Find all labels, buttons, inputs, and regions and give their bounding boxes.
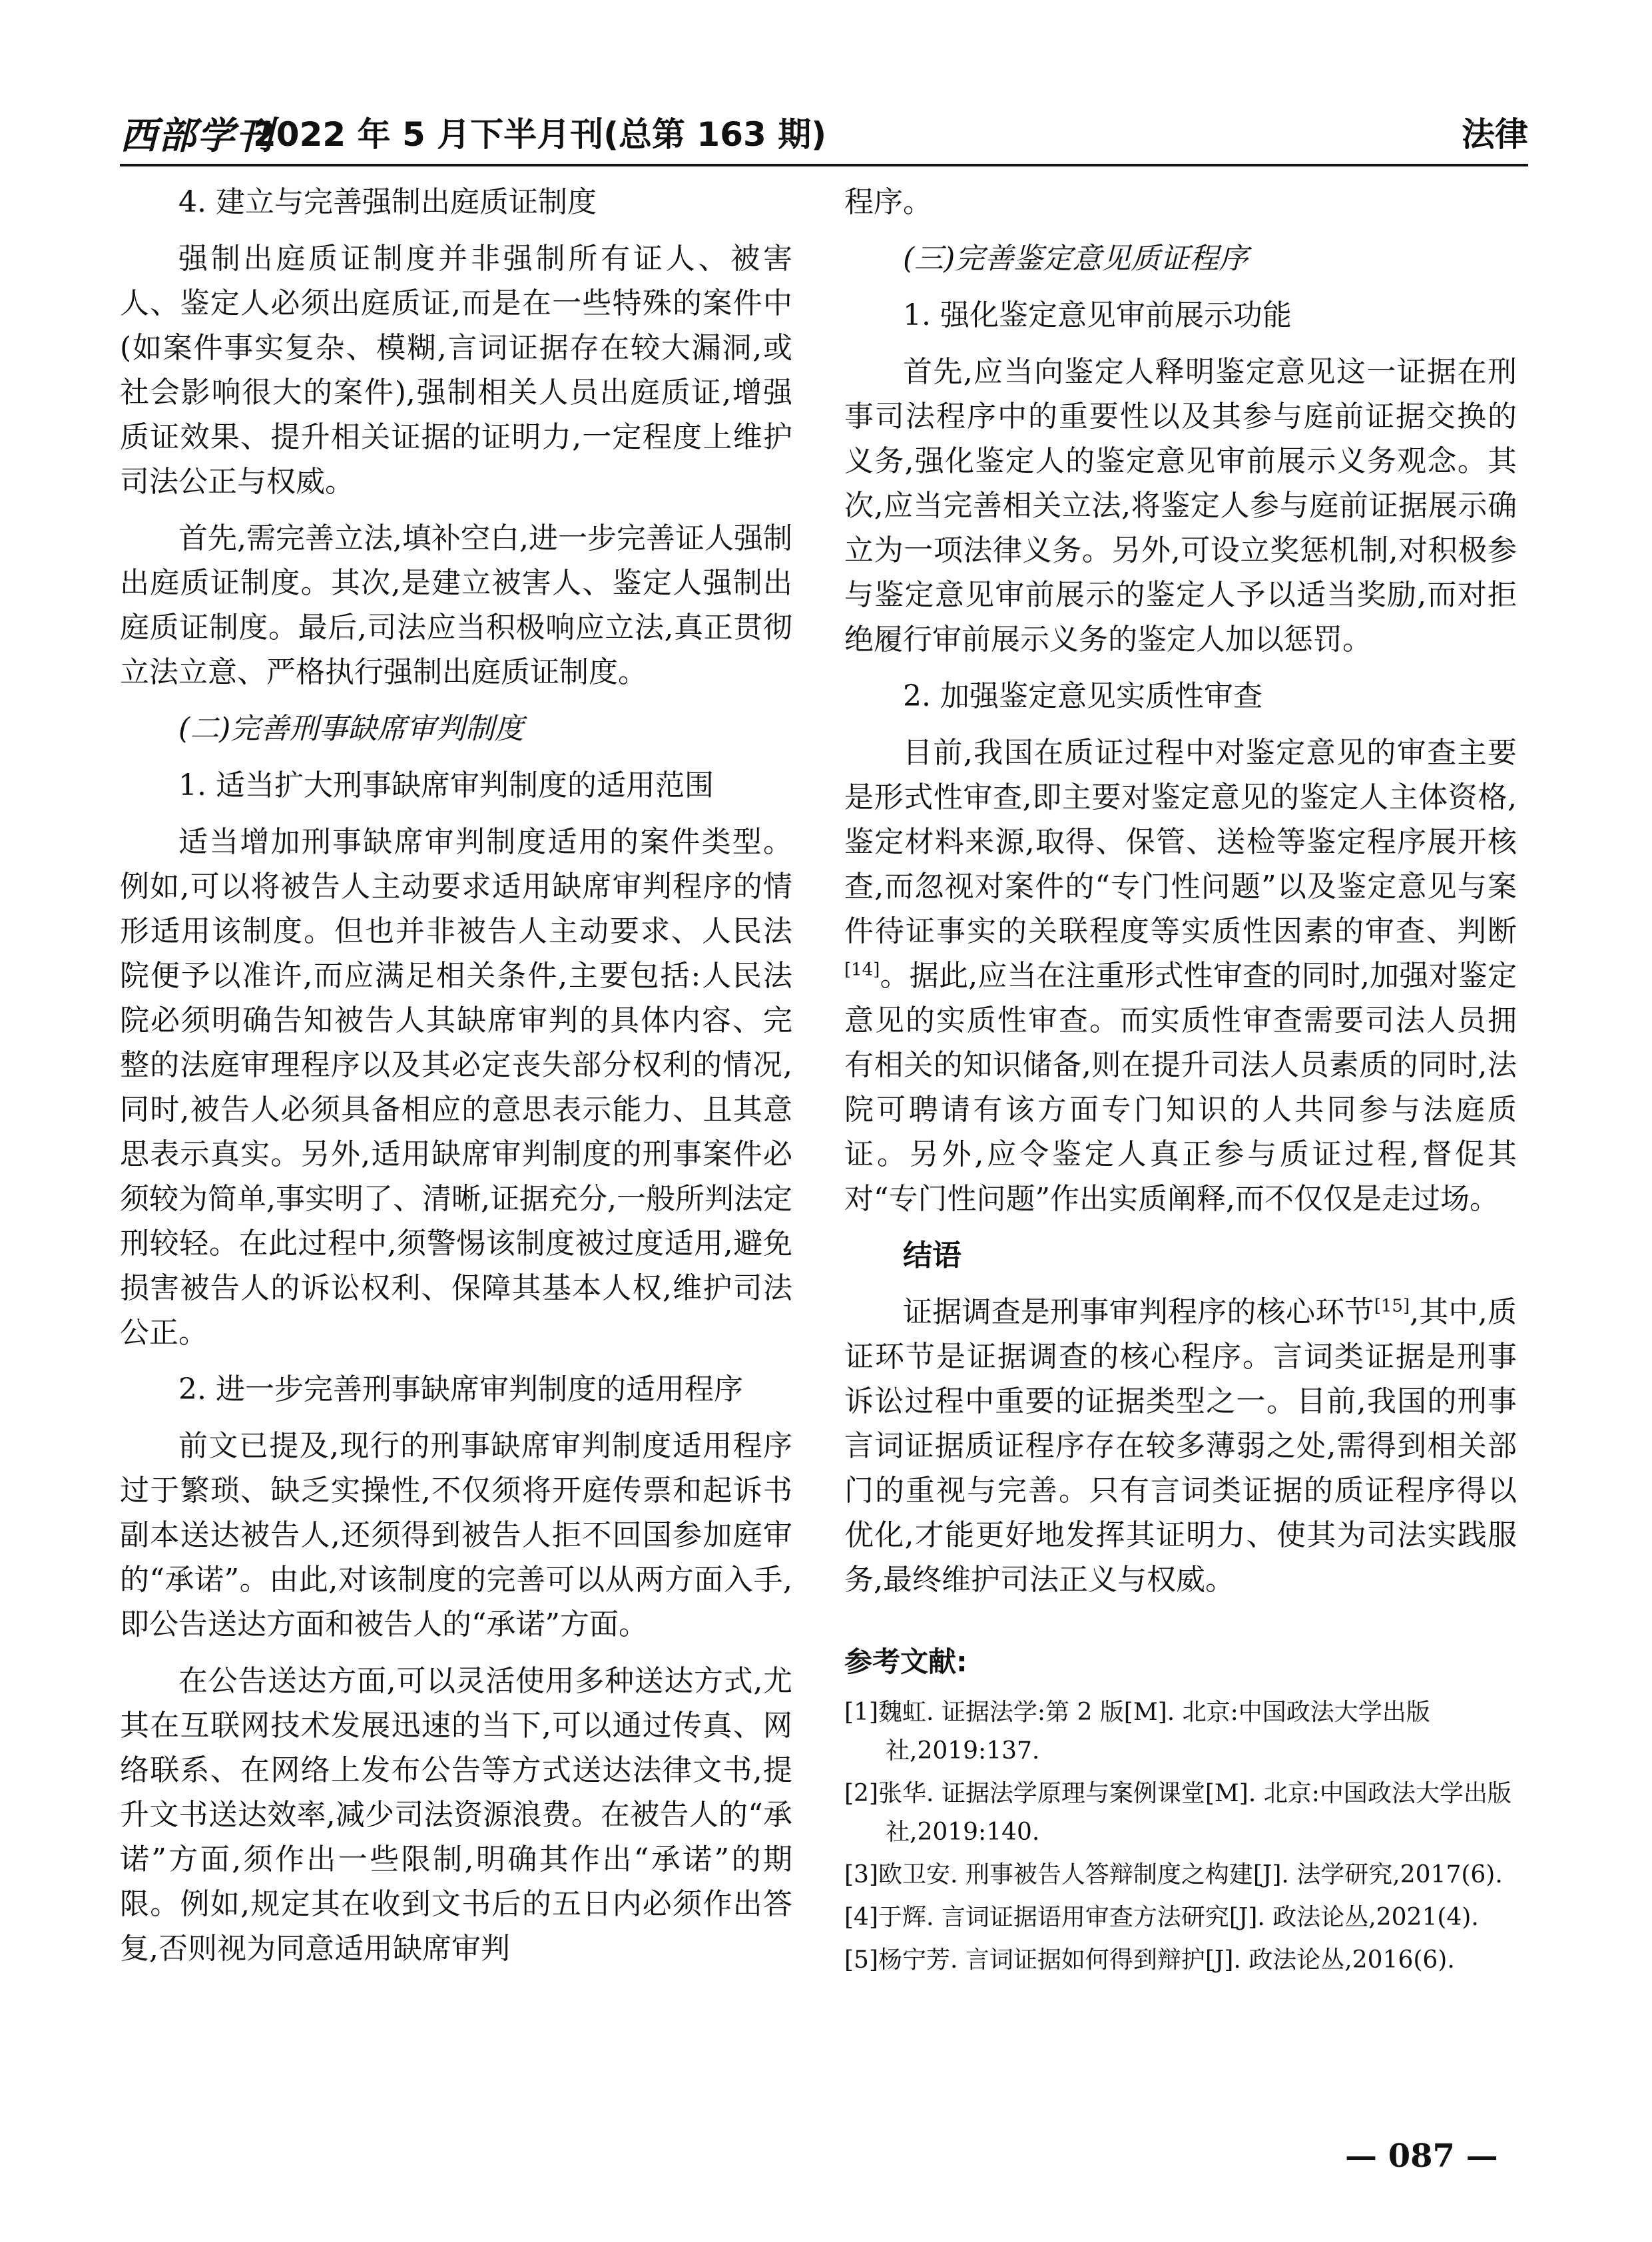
section-heading [120, 706, 792, 751]
reference-item: [3]欧卫安. 刑事被告人答辩制度之构建[J]. 法学研究,2017(6). [844, 1861, 1503, 1888]
paragraph [844, 350, 1517, 662]
reference-item: [4]于辉. 言词证据语用审查方法研究[J]. 政法论丛,2021(4). [844, 1904, 1479, 1931]
left-column [120, 180, 792, 1983]
paragraph-text: 。据此,应当在注重形式性审查的同时,加强对鉴定意见的实质性审查。而实质性审查需要司法人员拥有相关的知识储备,则在提升司法人员素质的同时,法院可聘请有该方面专门知识的人共同参与法庭质证。另外,应令鉴定人真正参与质证过程,督促其对“专门性问题”作出实质阐释,而不仅仅是走过场。 [844, 959, 1517, 1216]
paragraph [844, 180, 1517, 224]
paragraph-text: 在公告送达方面,可以灵活使用多种送达方式,尤其在互联网技术发展迅速的当下,可以通过传真、网络联系、在网络上发布公告等方式送达法律文书,提升文书送达效率,减少司法资源浪费。在被告人的“承诺”方面,须作出一些限制,明确其作出“承诺”的期限。例如,规定其在收到文书后的五日内必须作出答复,否则视为同意适用缺席审判 [120, 1664, 792, 1966]
paragraph-text: 强制出庭质证制度并非强制所有证人、被害人、鉴定人必须出庭质证,而是在一些特殊的案件中(如案件事实复杂、模糊,言词证据存在较大漏洞,或社会影响很大的案件),强制相关人员出庭质证,增强质证效果、提升相关证据的证明力,一定程度上维护司法公正与权威。 [120, 242, 792, 499]
section-label: 法律 [1462, 115, 1528, 154]
paragraph [120, 236, 792, 504]
paragraph [120, 1424, 792, 1647]
reference-item: [1]魏虹. 证据法学:第 2 版[M]. 北京:中国政法大学出版社,2019:137. [844, 1699, 1430, 1765]
reference-item: [2]张华. 证据法学原理与案例课堂[M]. 北京:中国政法大学出版社,2019:140. [844, 1780, 1512, 1846]
section-heading [844, 293, 1517, 338]
right-column [844, 180, 1517, 1984]
header-rule [120, 164, 1528, 166]
paragraph [120, 516, 792, 695]
section-heading [844, 236, 1517, 281]
paragraph-text: (二)完善刑事缺席审判制度 [178, 712, 524, 746]
citation-marker: [15] [1374, 1296, 1410, 1316]
section-heading [120, 763, 792, 808]
paragraph-text: 1. 强化鉴定意见审前展示功能 [903, 298, 1292, 332]
paragraph-text: 程序。 [844, 185, 932, 219]
references-list [844, 1693, 1517, 1980]
paragraph-text: (三)完善鉴定意见质证程序 [903, 242, 1248, 276]
paragraph [844, 1290, 1517, 1602]
paragraph-text: 2. 加强鉴定意见实质性审查 [903, 679, 1262, 713]
issue-info: 2022 年 5 月下半月刊(总第 163 期) [253, 115, 827, 154]
citation-marker: [14] [844, 960, 880, 980]
paragraph-text: 目前,我国在质证过程中对鉴定意见的审查主要是形式性审查,即主要对鉴定意见的鉴定人主体资格,鉴定材料来源,取得、保管、送检等鉴定程序展开核查,而忽视对案件的“专门性问题”以及鉴定意见与案件待证事实的关联程度等实质性因素的审查、判断 [844, 736, 1517, 948]
section-heading [844, 1233, 1517, 1278]
section-heading [844, 674, 1517, 718]
references-title: 参考文献: [844, 1645, 967, 1678]
journal-logo: 西部学刊 [120, 114, 274, 158]
reference-item: [5]杨宁芳. 言词证据如何得到辩护[J]. 政法论丛,2016(6). [844, 1946, 1455, 1974]
page-number: — 087 — [1345, 2137, 1498, 2175]
paragraph-text: 结语 [903, 1239, 962, 1272]
paragraph-text: 适当增加刑事缺席审判制度适用的案件类型。例如,可以将被告人主动要求适用缺席审判程序的情形适用该制度。但也并非被告人主动要求、人民法院便予以准许,而应满足相关条件,主要包括:人民法院必须明确告知被告人其缺席审判的具体内容、完整的法庭审理程序以及其必定丧失部分权利的情况,同时,被告人必须具备相应的意思表示能力、且其意思表示真实。另外,适用缺席审判制度的刑事案件必须较为简单,事实明了、清晰,证据充分,一般所判法定刑较轻。在此过程中,须警惕该制度被过度适用,避免损害被告人的诉讼权利、保障其基本人权,维护司法公正。 [120, 825, 792, 1350]
paragraph-text: 前文已提及,现行的刑事缺席审判制度适用程序过于繁琐、缺乏实操性,不仅须将开庭传票和起诉书副本送达被告人,还须得到被告人拒不回国参加庭审的“承诺”。由此,对该制度的完善可以从两方面入手,即公告送达方面和被告人的“承诺”方面。 [120, 1429, 792, 1641]
section-heading [120, 180, 792, 224]
paragraph-text: 4. 建立与完善强制出庭质证制度 [178, 185, 597, 219]
paragraph [120, 1659, 792, 1971]
paragraph [120, 820, 792, 1355]
paragraph-text: 首先,需完善立法,填补空白,进一步完善证人强制出庭质证制度。其次,是建立被害人、鉴定人强制出庭质证制度。最后,司法应当积极响应立法,真正贯彻立法立意、严格执行强制出庭质证制度。 [120, 521, 792, 689]
section-heading [120, 1367, 792, 1412]
paragraph [844, 730, 1517, 1221]
paragraph-text: 证据调查是刑事审判程序的核心环节 [903, 1295, 1374, 1329]
paragraph-text: ,其中,质证环节是证据调查的核心程序。言词类证据是刑事诉讼过程中重要的证据类型之一。目前,我国的刑事言词证据质证程序存在较多薄弱之处,需得到相关部门的重视与完善。只有言词类证据的质证程序得以优化,才能更好地发挥其证明力、使其为司法实践服务,最终维护司法正义与权威。 [844, 1295, 1517, 1597]
paragraph-text: 首先,应当向鉴定人释明鉴定意见这一证据在刑事司法程序中的重要性以及其参与庭前证据交换的义务,强化鉴定人的鉴定意见审前展示义务观念。其次,应当完善相关立法,将鉴定人参与庭前证据展示确立为一项法律义务。另外,可设立奖惩机制,对积极参与鉴定意见审前展示的鉴定人予以适当奖励,而对拒绝履行审前展示义务的鉴定人加以惩罚。 [844, 355, 1517, 657]
paragraph-text: 2. 进一步完善刑事缺席审判制度的适用程序 [178, 1372, 743, 1406]
right-column-body [844, 180, 1517, 1602]
page-header [120, 107, 1528, 160]
paragraph-text: 1. 适当扩大刑事缺席审判制度的适用范围 [178, 768, 714, 802]
